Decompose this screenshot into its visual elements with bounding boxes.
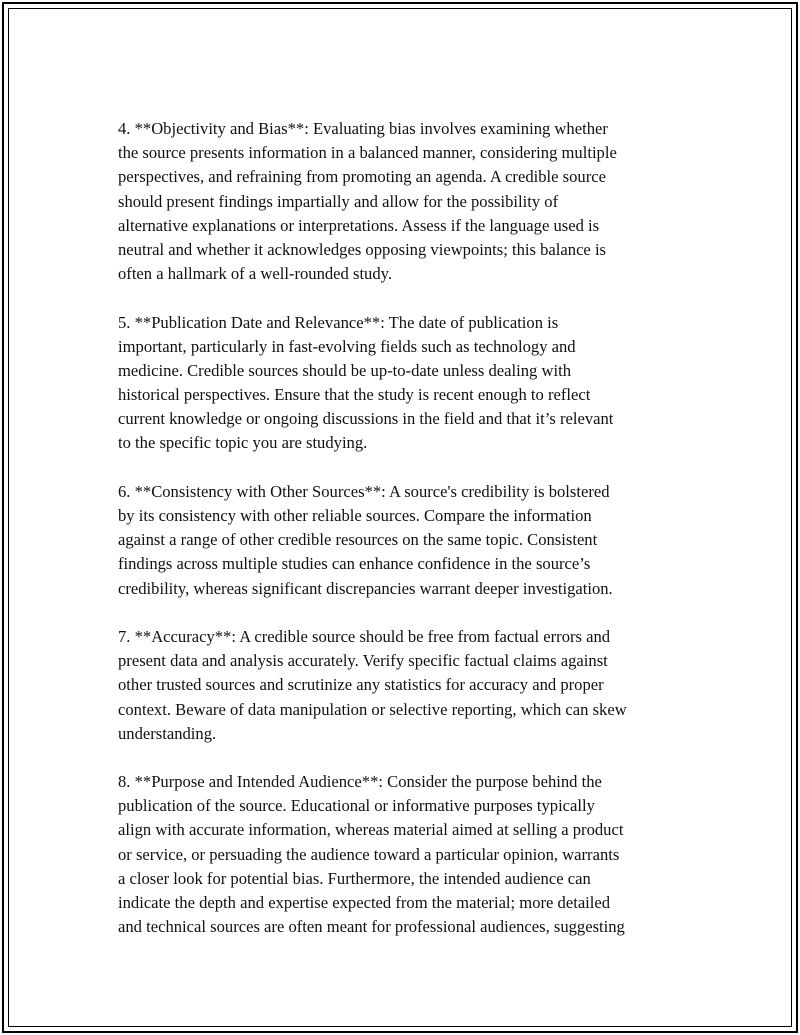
paragraph-publication-date xyxy=(118,311,684,456)
paragraph-accuracy xyxy=(118,625,684,746)
paragraph-objectivity-and-bias xyxy=(118,117,684,286)
text-line: 8. **Purpose and Intended Audience**: Consider the purpose behind the xyxy=(118,772,602,792)
text-line: credibility, whereas significant discrepancies warrant deeper investigation. xyxy=(118,578,613,598)
text-line: important, particularly in fast-evolving fields such as technology and xyxy=(118,336,576,356)
text-line: often a hallmark of a well-rounded study. xyxy=(118,264,393,284)
paragraph-purpose-and-audience xyxy=(118,770,684,939)
text-line: other trusted sources and scrutinize any statistics for accuracy and proper xyxy=(118,675,604,695)
text-line: should present findings impartially and allow for the possibility of xyxy=(118,191,559,211)
text-line: perspectives, and refraining from promoting an agenda. A credible source xyxy=(118,167,606,187)
text-line: 6. **Consistency with Other Sources**: A source's credibility is bolstered xyxy=(118,481,610,501)
text-line: the source presents information in a balanced manner, considering multiple xyxy=(118,143,617,163)
text-line: understanding. xyxy=(118,723,217,743)
text-line: neutral and whether it acknowledges opposing viewpoints; this balance is xyxy=(118,239,607,259)
text-line: historical perspectives. Ensure that the study is recent enough to reflect xyxy=(118,385,591,405)
text-line: to the specific topic you are studying. xyxy=(118,433,368,453)
text-line: 4. **Objectivity and Bias**: Evaluating bias involves examining whether xyxy=(118,119,608,138)
text-line: a closer look for potential bias. Furthermore, the intended audience can xyxy=(118,868,591,888)
text-line: against a range of other credible resources on the same topic. Consistent xyxy=(118,530,598,550)
text-line: alternative explanations or interpretations. Assess if the language used is xyxy=(118,215,600,235)
text-line: findings across multiple studies can enhance confidence in the source’s xyxy=(118,554,591,574)
text-line: present data and analysis accurately. Verify specific factual claims against xyxy=(118,651,608,671)
text-line: medicine. Credible sources should be up-to-date unless dealing with xyxy=(118,360,571,380)
text-line: by its consistency with other reliable sources. Compare the information xyxy=(118,506,592,525)
text-line: or service, or persuading the audience toward a particular opinion, warrants xyxy=(118,844,620,864)
text-line: current knowledge or ongoing discussions in the field and that it’s relevant xyxy=(118,409,614,429)
text-line: context. Beware of data manipulation or selective reporting, which can skew xyxy=(118,699,627,719)
text-line: and technical sources are often meant for professional audiences, suggesting xyxy=(118,917,625,937)
text-line: 7. **Accuracy**: A credible source should be free from factual errors and xyxy=(118,626,611,646)
text-line: 5. **Publication Date and Relevance**: The date of publication is xyxy=(118,312,559,332)
text-line: align with accurate information, whereas material aimed at selling a product xyxy=(118,820,624,840)
paragraph-consistency xyxy=(118,480,684,601)
text-line: indicate the depth and expertise expected from the material; more detailed xyxy=(118,893,611,912)
text-line: publication of the source. Educational or informative purposes typically xyxy=(118,796,595,816)
document-body xyxy=(118,117,684,964)
